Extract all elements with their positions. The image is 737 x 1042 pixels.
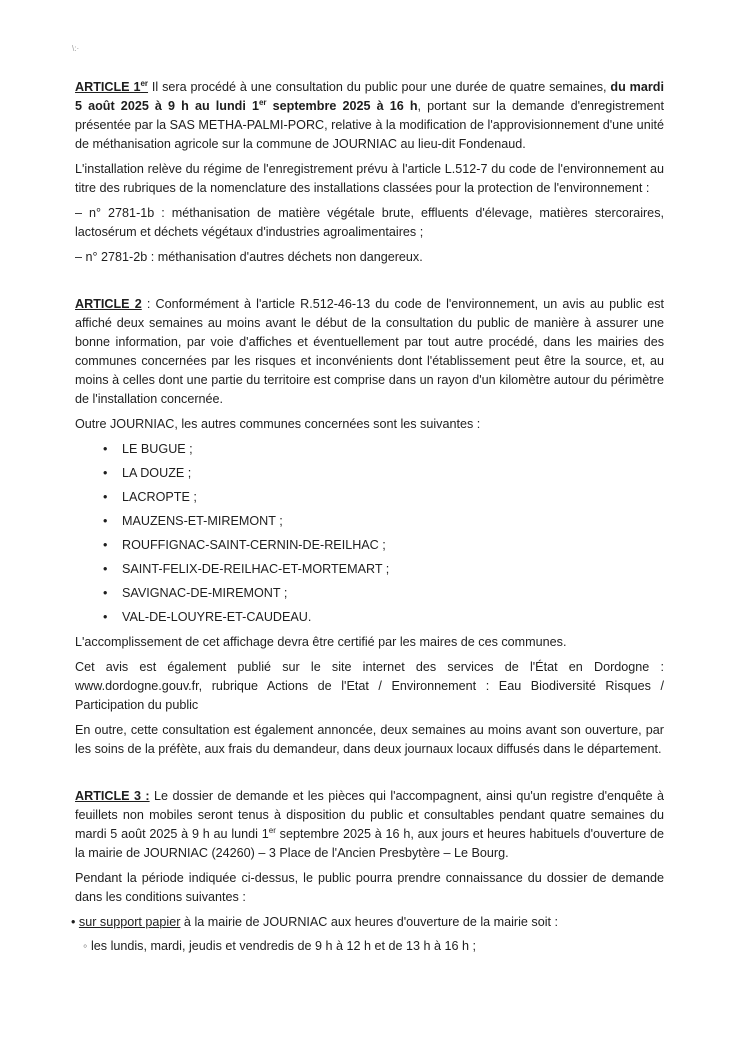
commune-item [103,464,664,483]
commune-item [103,440,664,459]
opening-hours-item [83,937,664,956]
commune-item [103,560,664,579]
communes-intro: Outre JOURNIAC, les autres communes concernées sont les suivantes : [75,417,481,431]
bullet-icon: • [103,538,108,552]
rubric-2781-1b: – n° 2781-1b : méthanisation de matière végétale brute, effluents d'élevage, matières stercoraires, lactosérum et déchets végétaux d'industries agroalimentaires ; [75,206,664,239]
commune-item [103,512,664,531]
opening-hours-text: les lundis, mardi, jeudis et vendredis de 9 h à 12 h et de 13 h à 16 h ; [90,939,477,953]
press-announcement: En outre, cette consultation est également annoncée, deux semaines au moins avant son ouverture, par les soins de la préfète, aux frais du demandeur, dans deux journaux locaux diffusés dans le département. [75,723,664,756]
paper-support-text: à la mairie de JOURNIAC aux heures d'ouverture de la mairie soit : [180,915,559,929]
bullet-icon: • [103,610,108,624]
paper-support-label: sur support papier [78,915,181,929]
certification-text: L'accomplissement de cet affichage devra être certifié par les maires de ces communes. [75,635,567,649]
article-2-paragraph: ARTICLE 2 : Conformément à l'article R.512-46-13 du code de l'environnement, un avis au public est affiché deux semaines au moins avant le début de la consultation du public de manière à assurer une bonne information, par voie d'affiches et éventuellement par tout autre procédé, dans les mairies des communes concernées par les risques et inconvénients dont l'établissement peut être la source, et, au moins à celles dont une partie du territoire est comprise dans un rayon d'un kilomètre autour du périmètre de l'installation concernée. [75,297,664,406]
document-page [71,0,665,1001]
bullet-icon: • [103,562,108,576]
commune-name: ROUFFIGNAC-SAINT-CERNIN-DE-REILHAC ; [122,538,386,552]
commune-name: VAL-DE-LOUYRE-ET-CAUDEAU. [122,610,312,624]
commune-name: LE BUGUE ; [122,442,193,456]
bullet-icon: • [103,442,108,456]
commune-item [103,608,664,627]
article-3-paragraph: ARTICLE 3 : Le dossier de demande et les pièces qui l'accompagnent, ainsi qu'un registre d'enquête à feuillets non mobiles seront tenus à disposition du public et consultables pendant quatre semaines du mardi 5 août 2025 à 9 h au lundi 1er septembre 2025 à 16 h, aux jours et heures habituels d'ouverture de la mairie de JOURNIAC (24260) – 3 Place de l'Ancien Presbytère – Le Bourg. [75,789,664,860]
sub-bullet-icon: ◦ [83,939,88,953]
commune-name: SAVIGNAC-DE-MIREMONT ; [122,586,288,600]
article-3-heading: ARTICLE 3 : [75,789,150,803]
article-1-heading: ARTICLE 1er [75,78,149,94]
commune-name: LACROPTE ; [122,490,197,504]
article-1-paragraph: ARTICLE 1er Il sera procédé à une consultation du public pour une durée de quatre semaines, du mardi 5 août 2025 à 9 h au lundi 1er septembre 2025 à 16 h, portant sur la demande d'enregistrement présentée par la SAS METHA-PALMI-PORC, relative à la modification de l'approvisionnement d'une unité de méthanisation agricole sur la commune de JOURNIAC au lieu-dit Fondenaud. [75,78,665,151]
installation-regime: L'installation relève du régime de l'enregistrement prévu à l'article L.512-7 du code de l'environnement au titre des rubriques de la nomenclature des installations classées pour la protection de l'environnement : [75,162,664,195]
commune-name: SAINT-FELIX-DE-REILHAC-ET-MORTEMART ; [122,562,390,576]
communes-list [75,440,664,627]
bullet-icon: • [103,586,108,600]
scan-mark: \:· [72,44,80,53]
consultation-period: Pendant la période indiquée ci-dessus, le public pourra prendre connaissance du dossier de demande dans les conditions suivantes : [75,871,664,904]
bullet-icon: • [103,490,108,504]
website-publication: Cet avis est également publié sur le site internet des services de l'État en Dordogne : www.dordogne.gouv.fr, rubrique Actions de l'Etat / Environnement : Eau Biodiversité Risques / Participation du public [75,660,664,712]
commune-item [103,488,664,507]
commune-name: MAUZENS-ET-MIREMONT ; [122,514,283,528]
bullet-icon: • [103,466,108,480]
paper-support-item [71,913,664,932]
commune-item [103,536,664,555]
commune-name: LA DOUZE ; [122,466,192,480]
bullet-icon: • [103,514,108,528]
article-2-heading: ARTICLE 2 [75,297,142,311]
rubric-2781-2b: – n° 2781-2b : méthanisation d'autres déchets non dangereux. [75,250,423,264]
bullet-icon: • [71,915,76,929]
commune-item [103,584,664,603]
